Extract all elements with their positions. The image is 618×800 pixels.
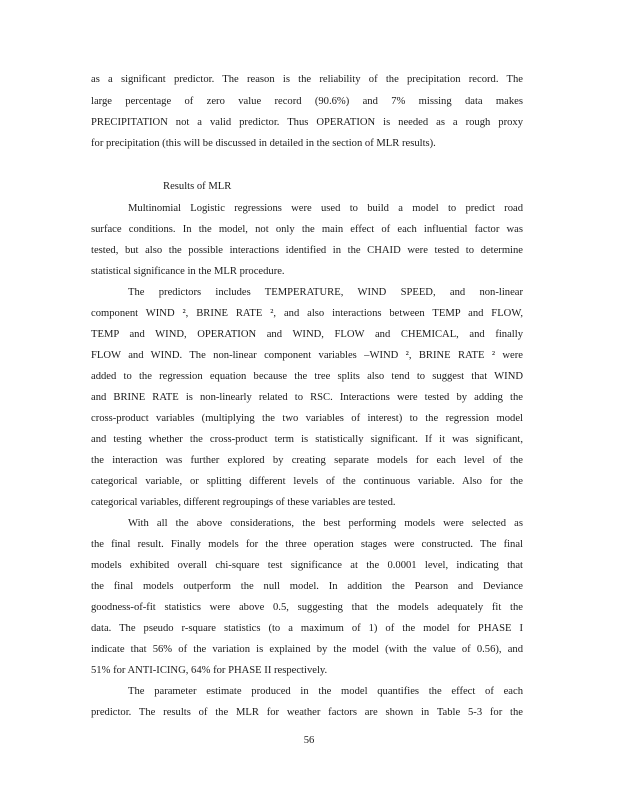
paragraph-line: statistical significance in the MLR procedure. — [91, 266, 285, 277]
paragraph-line: the final models outperform the null model. In addition the Pearson and Deviance — [91, 581, 523, 592]
paragraph-line: With all the above considerations, the best performing models were selected as — [128, 518, 523, 529]
page-number: 56 — [303, 735, 315, 746]
paragraph-line: FLOW and WIND. The non-linear component variables –WIND ², BRINE RATE ² were — [91, 350, 523, 361]
paragraph-line: categorical variable, or splitting different levels of the continuous variable. Also for the — [91, 476, 523, 487]
paragraph-line: The predictors includes TEMPERATURE, WIND SPEED, and non-linear — [128, 287, 523, 298]
paragraph-line: added to the regression equation because the tree splits also tend to suggest that WIND — [91, 371, 523, 382]
paragraph-line: PRECIPITATION not a valid predictor. Thus OPERATION is needed as a rough proxy — [91, 117, 523, 128]
section-heading: Results of MLR — [163, 181, 232, 192]
paragraph-line: indicate that 56% of the variation is explained by the model (with the value of 0.56), and — [91, 644, 523, 655]
paragraph-line: The parameter estimate produced in the model quantifies the effect of each — [128, 686, 523, 697]
paragraph-line: cross-product variables (multiplying the two variables of interest) to the regression model — [91, 413, 523, 424]
paragraph-line: and testing whether the cross-product term is statistically significant. If it was significant, — [91, 434, 523, 445]
paragraph-line: tested, but also the possible interactions identified in the CHAID were tested to determine — [91, 245, 523, 256]
paragraph-line: the final result. Finally models for the three operation stages were constructed. The final — [91, 539, 523, 550]
paragraph-line: categorical variables, different regroupings of these variables are tested. — [91, 497, 396, 508]
paragraph-line: models exhibited overall chi-square test significance at the 0.0001 level, indicating that — [91, 560, 523, 571]
paragraph-line: surface conditions. In the model, not only the main effect of each influential factor was — [91, 224, 523, 235]
paragraph-line: data. The pseudo r-square statistics (to a maximum of 1) of the model for PHASE I — [91, 623, 523, 634]
paragraph-line: large percentage of zero value record (90.6%) and 7% missing data makes — [91, 96, 523, 107]
paragraph-line: TEMP and WIND, OPERATION and WIND, FLOW and CHEMICAL, and finally — [91, 329, 523, 340]
paragraph-line: the interaction was further explored by creating separate models for each level of the — [91, 455, 523, 466]
paragraph-line: predictor. The results of the MLR for weather factors are shown in Table 5-3 for the — [91, 707, 523, 718]
paragraph-line: Multinomial Logistic regressions were used to build a model to predict road — [128, 203, 523, 214]
paragraph-line: for precipitation (this will be discussed in detailed in the section of MLR results). — [91, 138, 436, 149]
paragraph-line: goodness-of-fit statistics were above 0.5, suggesting that the models adequately fit the — [91, 602, 523, 613]
paragraph-line: component WIND ², BRINE RATE ², and also interactions between TEMP and FLOW, — [91, 308, 523, 319]
paragraph-line: as a significant predictor. The reason is the reliability of the precipitation record. The — [91, 74, 523, 85]
paragraph-line: 51% for ANTI-ICING, 64% for PHASE II respectively. — [91, 665, 328, 676]
paragraph-line: and BRINE RATE is non-linearly related to RSC. Interactions were tested by adding the — [91, 392, 523, 403]
